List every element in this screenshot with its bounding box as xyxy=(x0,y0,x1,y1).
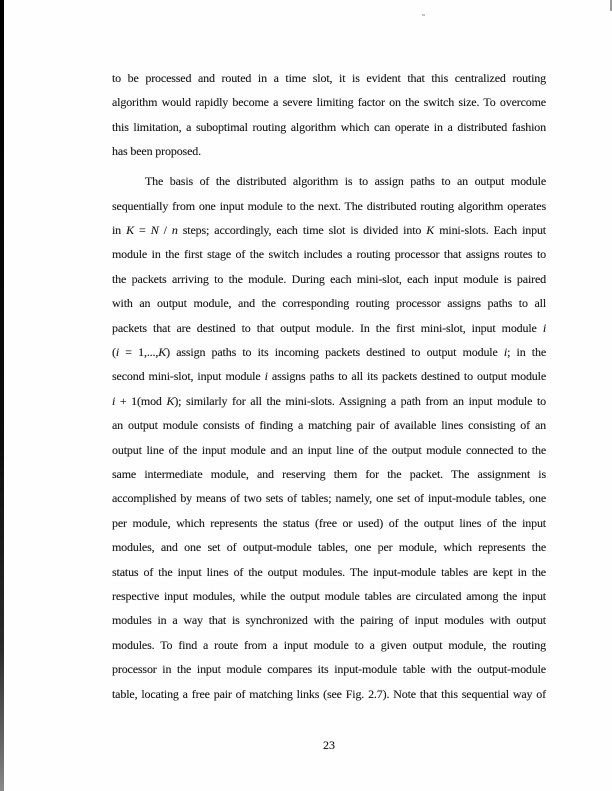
text-line: packets that are destined to that output module. In the first mini-slot, input module i xyxy=(112,320,546,335)
text-line: module in the first stage of the switch includes a routing processor that assigns routes to xyxy=(112,247,546,262)
text-line: i + 1(mod K); similarly for all the mini-slots. Assigning a path from an input module to xyxy=(112,393,547,408)
text-line: modules in a way that is synchronized with the pairing of input modules with output xyxy=(112,613,546,628)
text-line: in K = N / n steps; accordingly, each time slot is divided into K mini-slots. Each input xyxy=(112,222,546,237)
text-line: algorithm would rapidly become a severe limiting factor on the switch size. To overcome xyxy=(112,95,546,110)
scan-edge-artifact xyxy=(0,0,4,791)
text-line: an output module consists of finding a matching pair of available lines consisting of an xyxy=(112,418,546,433)
math-var: i xyxy=(115,344,120,359)
text-line: table, locating a free pair of matching links (see Fig. 2.7). Note that this sequential way of xyxy=(112,686,546,701)
text-line: sequentially from one input module to the next. The distributed routing algorithm operates xyxy=(112,198,546,213)
body-text xyxy=(112,66,546,706)
text-line: modules, and one set of output-module tables, one per module, which represents the xyxy=(112,540,546,555)
math-var: N xyxy=(150,222,159,237)
math-var: K xyxy=(158,344,167,359)
math-var: i xyxy=(503,344,508,359)
text-line: accomplished by means of two sets of tables; namely, one set of input-module tables, one xyxy=(112,491,546,506)
math-var: i xyxy=(542,320,546,335)
text-line: The basis of the distributed algorithm is to assign paths to an output module xyxy=(145,174,546,189)
text-line: processor in the input module compares its input-module table with the output-module xyxy=(112,662,546,677)
text-line: the packets arriving to the module. During each mini-slot, each input module is paired xyxy=(112,271,546,286)
math-var: K xyxy=(166,393,175,408)
math-var: K xyxy=(126,222,134,237)
text-line: status of the input lines of the output modules. The input-module tables are kept in the xyxy=(112,564,546,579)
text-line: to be processed and routed in a time slot, it is evident that this centralized routing xyxy=(112,71,546,85)
paragraph xyxy=(112,169,546,706)
math-var: n xyxy=(171,222,178,237)
text-line: respective input modules, while the output module tables are circulated among the input xyxy=(112,589,546,604)
text-line: per module, which represents the status (free or used) of the output lines of the input xyxy=(112,515,546,530)
math-var: i xyxy=(112,393,116,408)
text-line: this limitation, a suboptimal routing algorithm which can operate in a distributed fashion xyxy=(112,119,546,134)
text-line: second mini-slot, input module i assigns paths to all its packets destined to output module xyxy=(112,369,547,384)
text-line: same intermediate module, and reserving them for the packet. The assignment is xyxy=(112,467,546,481)
text-line: output line of the input module and an input line of the output module connected to the xyxy=(112,442,546,457)
scan-speck-artifact xyxy=(422,14,425,16)
text-line: with an output module, and the corresponding routing processor assigns paths to all xyxy=(112,296,546,311)
paragraph xyxy=(112,66,546,164)
page-number: 23 xyxy=(323,738,335,752)
text-line: (i = 1,...,K) assign paths to its incoming packets destined to output module i; in the xyxy=(112,344,546,359)
text-line: has been proposed. xyxy=(112,144,201,159)
math-var: K xyxy=(426,222,435,237)
math-var: i xyxy=(264,369,268,384)
text-line: modules. To find a route from a input module to a given output module, the routing xyxy=(112,637,546,652)
